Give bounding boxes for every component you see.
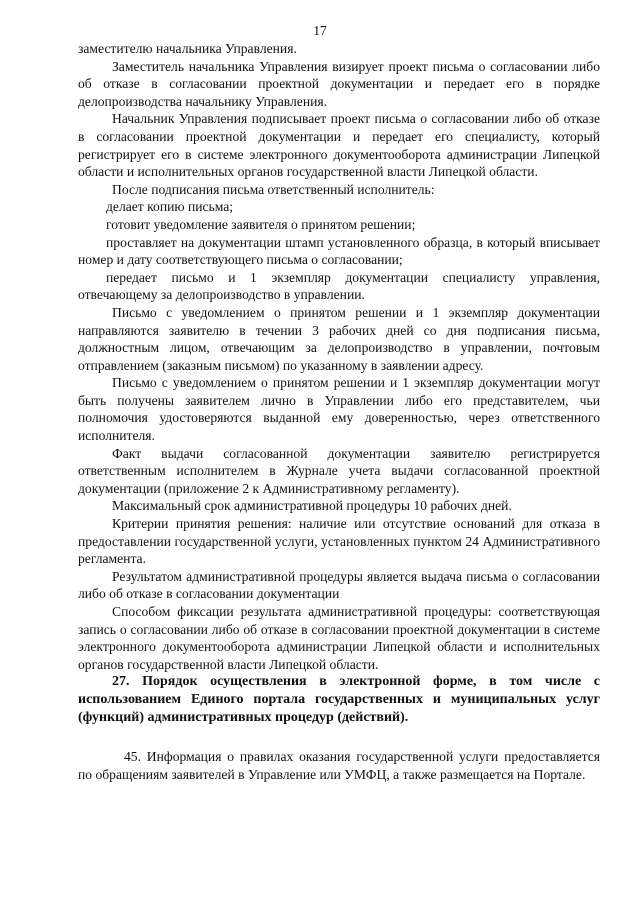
list-item: передает письмо и 1 экземпляр документации специалисту управления, отвечающему за делопроизводство в управлении. xyxy=(78,269,600,303)
paragraph: Письмо с уведомлением о принятом решении и 1 экземпляр документации могут быть получены заявителем лично в Управлении либо его представителем, чьи полномочия удостоверяются выданной ему доверенностью, через ответственного исполнителя. xyxy=(78,375,600,444)
list-item: готовит уведомление заявителя о принятом решении; xyxy=(106,216,416,232)
paragraph: 45. Информация о правилах оказания государственной услуги предоставляется по обращениям заявителей в Управление или УМФЦ, а также размещается на Портале. xyxy=(78,749,600,782)
document-body xyxy=(78,40,600,783)
paragraph: Критерии принятия решения: наличие или отсутствие оснований для отказа в предоставлении государственной услуги, установленных пунктом 24 Административного регламента. xyxy=(78,516,600,567)
paragraph: Начальник Управления подписывает проект письма о согласовании либо об отказе в согласовании проектной документации и передает его специалисту, который регистрирует его в системе электронного документооборота администрации Липецкой области и исполнительных органов государственной власти Липецкой области. xyxy=(78,111,600,180)
paragraph: После подписания письма ответственный исполнитель: xyxy=(112,181,435,197)
paragraph: Заместитель начальника Управления визирует проект письма о согласовании либо об отказе в согласовании проектной документации и передает его в порядке делопроизводства начальнику Управления. xyxy=(78,58,600,109)
list-item: делает копию письма; xyxy=(106,199,234,215)
paragraph: Результатом административной процедуры является выдача письма о согласовании либо об отказе в согласовании документации xyxy=(78,568,600,602)
paragraph: Максимальный срок административной процедуры 10 рабочих дней. xyxy=(112,498,512,514)
section-heading: 27. Порядок осуществления в электронной форме, в том числе с использованием Единого портала государственных и муниципальных услуг (функций) административных процедур (действий). xyxy=(78,674,600,725)
paragraph: Факт выдачи согласованной документации заявителю регистрируется ответственным исполнителем в Журнале учета выдачи согласованной проектной документации (приложение 2 к Административному регламенту). xyxy=(78,445,600,496)
paragraph: Письмо с уведомлением о принятом решении и 1 экземпляр документации направляются заявителю в течении 3 рабочих дней со дня подписания письма, должностным лицом, отвечающим за делопроизводство в управлении, почтовым отправлением (заказным письмом) по указанному в заявлении адресу. xyxy=(78,304,600,373)
list-item: проставляет на документации штамп установленного образца, в который вписывает номер и дату соответствующего письма о согласовании; xyxy=(78,234,600,268)
paragraph: заместителю начальника Управления. xyxy=(78,41,297,56)
page-number: 17 xyxy=(313,23,327,38)
paragraph: Способом фиксации результата административной процедуры: соответствующая запись о согласовании либо об отказе в согласовании проектной документации в системе электронного документооборота администрации Липецкой области и исполнительных органов государственной власти Липецкой области. xyxy=(78,604,600,672)
